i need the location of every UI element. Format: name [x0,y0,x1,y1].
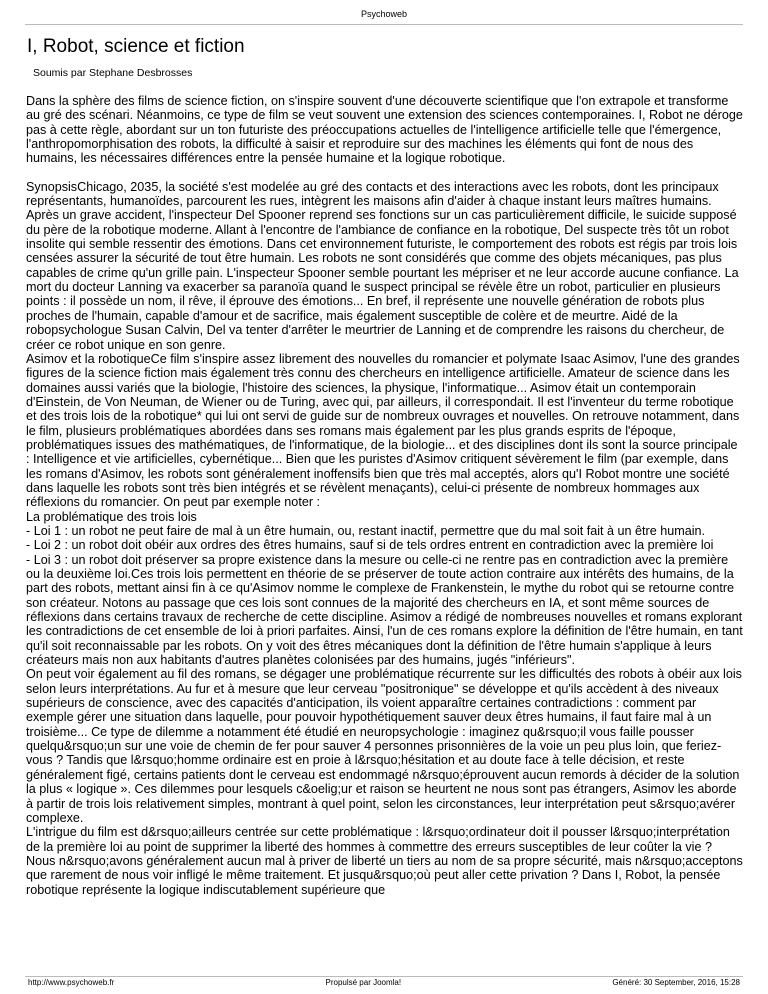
article-byline: Soumis par Stephane Desbrosses [33,67,193,79]
intro-paragraph: Dans la sphère des films de science fiction, on s'inspire souvent d'une découverte scientifique que l'on extrapole et transforme au gré des scénari. Néanmoins, ce type de film se veut souvent une extension des sciences contemporaines. I, Robot ne déroge pas à cette règle, abordant sur un ton futuriste des préoccupations actuelles de l'intelligence artificielle telle que l'émergence, l'anthropomorphisation des robots, la difficulté à saisir et reproduire sur des machines les éléments qui font de nous des humains, les nécessaires différences entre la pensée humaine et la logique robotique. [26,94,743,166]
header-divider [25,24,743,25]
footer-powered-by: Propulsé par Joomla! [325,978,402,987]
law-3: - Loi 3 : un robot doit préserver sa propre existence dans la mesure ou celle-ci ne rentre pas en contradiction avec la première ou la deuxième loi.Ces trois lois permettent en théorie de se préserver de toute action contraire aux intérêts des humains, de la part des robots, mettant ainsi fin à ce qu'Asimov nomme le complexe de Frankenstein, le mythe du robot qui se retourne contre son créateur. Notons au passage que ces lois sont connues de la majorité des chercheurs en IA, et sont même sources de réflexions dans certains travaux de recherche de cette discipline. Asimov a rédigé de nombreuses nouvelles et romans explorant les contradictions de cet ensemble de loi à priori parfaites. Ainsi, l'un de ces romans explore la définition de l'être humain, en tant qu'il soit reconnaissable par les robots. On y voit des êtres mécaniques dont la définition de l'être humain s'applique à leurs créateurs mais non aux habitants d'autres planètes colonisées par des humains, jugés "inférieurs". [26,552,743,668]
footer-url: http://www.psychoweb.fr [28,978,115,987]
synopsis-paragraph: SynopsisChicago, 2035, la société s'est modelée au gré des contacts et des interactions avec les robots, dont les principaux représentants, humanoïdes, parcourent les rues, intègrent les maisons afin d'aider à chaque instant leurs maîtres humains. Après un grave accident, l'inspecteur Del Spooner reprend ses fonctions sur un cas particulièrement difficile, le suicide supposé du père de la robotique moderne. Allant à l'encontre de l'ambiance de confiance en la robotique, Del suspecte très tôt un robot insolite qui semble ressentir des émotions. Dans cet environnement futuriste, le comportement des robots est régis par trois lois censées assurer la sécurité de tout être humain. Les robots ne sont considérés que comme des objets mécaniques, pas plus capables de crime qu'un grille pain. L'inspecteur Spooner semble pourtant les mépriser et ne leur accorde aucune confiance. La mort du docteur Lanning va exacerber sa paranoïa quand le suspect principal se révèle être un robot, particulier en plusieurs points : il possède un nom, il rêve, il éprouve des émotions... En bref, il représente une nouvelle génération de robots plus proches de l'humain, capable d'amour et de sacrifice, mais également susceptible de colère et de meurtre. Aidé de la robopsychologue Susan Calvin, Del va tenter d'arrêter le meurtrier de Lanning et de comprendre les raisons du chercheur, de créer ce robot unique en son genre. [26,179,739,352]
intrigue-paragraph: L'intrigue du film est d&rsquo;ailleurs centrée sur cette problématique : l&rsquo;ordinateur doit il pousser l&rsquo;interprétation de la première loi au point de supprimer la liberté des hommes à commettre des erreurs susceptibles de leur coûter la vie ? Nous n&rsquo;avons généralement aucun mal à priver de liberté un tiers au nom de sa propre sécurité, mais n&rsquo;acceptons que rarement de nous voir infligé le même traitement. Et jusqu&rsquo;où peut aller cette privation ? Dans I, Robot, la pensée robotique représente la logique indiscutablement supérieure que [26,825,743,897]
footer-divider [25,976,743,977]
site-header: Psychoweb [360,9,408,19]
law-2: - Loi 2 : un robot doit obéir aux ordres des êtres humains, sauf si de tels ordres entrent en contradiction avec la première loi [26,538,714,553]
law-1: - Loi 1 : un robot ne peut faire de mal à un être humain, ou, restant inactif, permettre que du mal soit fait à un être humain. [26,523,706,538]
laws-heading: La problématique des trois lois [26,509,197,524]
footer-generated-date: Généré: 30 September, 2016, 15:28 [612,978,740,987]
article-body [26,94,744,897]
page-footer [28,978,740,987]
novels-paragraph: On peut voir également au fil des romans, se dégager une problématique récurrente sur les difficultés des robots à obéir aux lois selon leurs interprétations. Au fur et à mesure que leur cerveau "positronique" se développe et qu'ils accèdent à des niveaux supérieurs de conscience, avec des capacités d'anticipation, ils voient apparaître certaines contradictions : comment par exemple gérer une situation dans laquelle, pour pouvoir hypothétiquement sauver deux êtres humains, il faut faire mal à un troisième... Ce type de dilemme a notamment été étudié en neuropsychologie : imaginez qu&rsquo;il vous faille pousser quelqu&rsquo;un sur une voie de chemin de fer pour sauver 4 personnes prisonnières de la voie un peu plus loin, que feriez-vous ? Tandis que l&rsquo;homme ordinaire est en proie à l&rsquo;hésitation et au doute face à telle décision, et reste généralement figé, certains patients dont le cerveau est endommagé n&rsquo;éprouvent aucun remords à décider de la solution la plus « logique ». Ces dilemmes pour lesquels c&oelig;ur et raison se heurtent ne nous sont pas étrangers, Asimov les aborde à partir de trois lois relativement simples, montrant à quel point, selon les circonstances, leur interprétation peut s&rsquo;avérer complexe. [26,667,742,825]
asimov-paragraph: Asimov et la robotiqueCe film s'inspire assez librement des nouvelles du romancier et polymate Isaac Asimov, l'une des grandes figures de la science fiction mais également très connu des chercheurs en intelligence artificielle. Amateur de science dans les domaines aussi variés que la biologie, l'histoire des sciences, la physique, l'informatique... Asimov était un contemporain d'Einstein, de Von Neuman, de Wiener ou de Turing, avec qui, par ailleurs, il correspondait. Il est l'inventeur du terme robotique et des trois lois de la robotique* qui lui ont servi de guide sur de nombreux ouvrages et nouvelles. On retrouve notamment, dans le film, plusieurs problématiques abordées dans ses romans mais également par les plus grands esprits de l'époque, problématiques issues des mathématiques, de l'informatique, de la biologie... et des disciplines dont ils sont la source principale : Intelligence et vie artificielles, cybernétique... Bien que les puristes d'Asimov critiquent sévèrement le film (par exemple, dans les romans d'Asimov, les robots sont généralement inoffensifs bien que très mal acceptés, alors qu'I Robot montre une société dans laquelle les robots sont très bien intégrés et se révèlent menaçants), celui-ci présente de nombreux hommages aux réflexions du romancier. On peut par exemple noter : [26,351,740,510]
paragraph-gap [26,166,744,180]
article-title: I, Robot, science et fiction [27,36,245,57]
